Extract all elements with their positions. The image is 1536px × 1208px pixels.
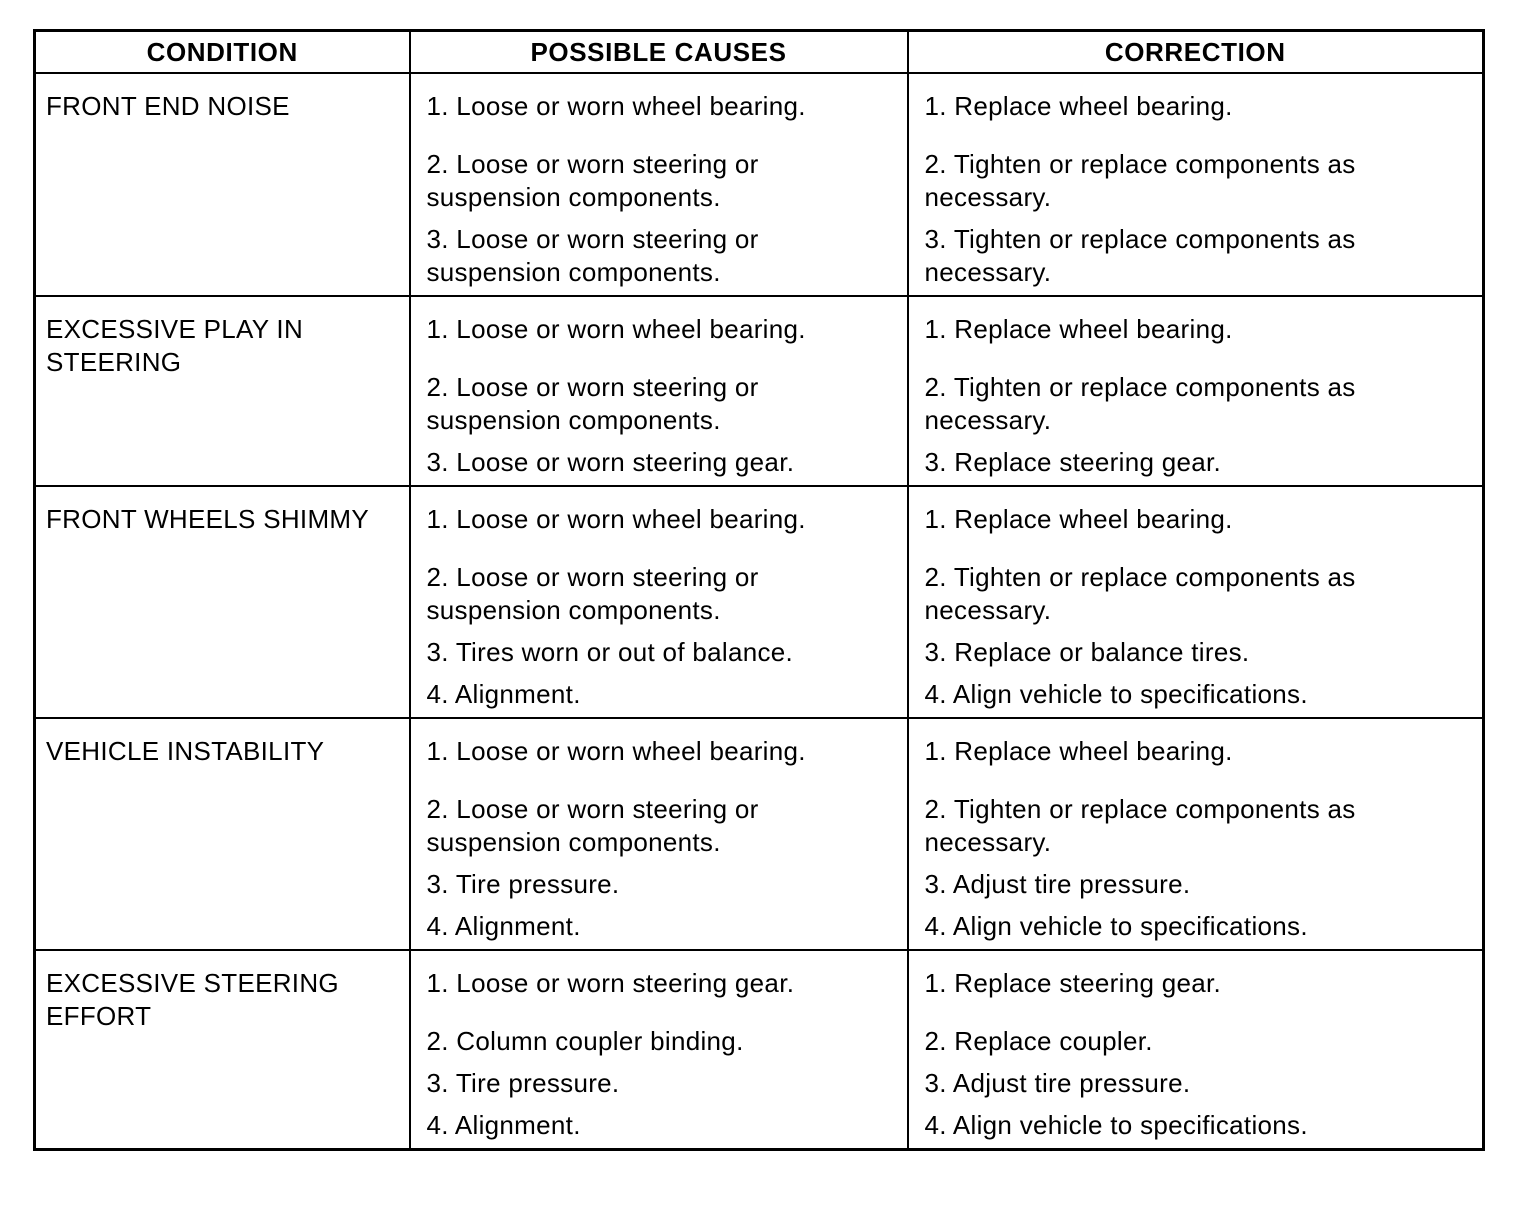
correction-item: 3. Replace or balance tires. — [924, 637, 1250, 667]
diagnosis-table — [33, 29, 1485, 1151]
causes-cell — [410, 73, 908, 296]
table-row — [35, 296, 1484, 486]
cause-item: 3. Loose or worn steering or suspension components. — [426, 224, 759, 287]
cause-item: 2. Loose or worn steering or suspension components. — [426, 149, 759, 212]
correction-item: 3. Replace steering gear. — [924, 447, 1222, 477]
correction-item: 2. Replace coupler. — [924, 1026, 1153, 1056]
correction-cell — [908, 718, 1484, 950]
table-row — [35, 73, 1484, 296]
correction-item: 4. Align vehicle to specifications. — [924, 1110, 1308, 1140]
table-row — [35, 486, 1484, 718]
cause-item: 2. Loose or worn steering or suspension components. — [426, 372, 759, 435]
cause-item: 1. Loose or worn wheel bearing. — [426, 91, 806, 121]
correction-item: 2. Tighten or replace components as necessary. — [924, 562, 1356, 625]
causes-cell — [410, 486, 908, 718]
cause-item: 3. Tires worn or out of balance. — [426, 637, 794, 667]
correction-item: 2. Tighten or replace components as necessary. — [924, 149, 1356, 212]
cause-item: 2. Loose or worn steering or suspension components. — [426, 794, 759, 857]
cause-item: 1. Loose or worn wheel bearing. — [426, 314, 806, 344]
correction-item: 1. Replace wheel bearing. — [924, 314, 1233, 344]
causes-cell — [410, 718, 908, 950]
header-correction: CORRECTION — [908, 31, 1484, 74]
cause-item: 3. Tire pressure. — [426, 1068, 620, 1098]
condition-cell: VEHICLE INSTABILITY — [35, 718, 410, 950]
correction-item: 3. Tighten or replace components as necessary. — [924, 224, 1356, 287]
condition-cell: EXCESSIVE STEERING EFFORT — [35, 950, 410, 1150]
correction-item: 4. Align vehicle to specifications. — [924, 911, 1308, 941]
correction-item: 3. Adjust tire pressure. — [924, 869, 1191, 899]
correction-item: 2. Tighten or replace components as necessary. — [924, 372, 1356, 435]
header-possible-causes: POSSIBLE CAUSES — [410, 31, 908, 74]
cause-item: 2. Column coupler binding. — [426, 1026, 744, 1056]
table-row — [35, 950, 1484, 1150]
causes-cell — [410, 950, 908, 1150]
correction-item: 1. Replace wheel bearing. — [924, 91, 1233, 121]
table-row — [35, 718, 1484, 950]
cause-item: 2. Loose or worn steering or suspension components. — [426, 562, 759, 625]
correction-cell — [908, 486, 1484, 718]
correction-cell — [908, 73, 1484, 296]
correction-item: 1. Replace steering gear. — [924, 968, 1222, 998]
table-body — [35, 73, 1484, 1150]
correction-item: 1. Replace wheel bearing. — [924, 736, 1233, 766]
correction-item: 3. Adjust tire pressure. — [924, 1068, 1191, 1098]
causes-cell — [410, 296, 908, 486]
correction-item: 1. Replace wheel bearing. — [924, 504, 1233, 534]
correction-item: 4. Align vehicle to specifications. — [924, 679, 1308, 709]
cause-item: 1. Loose or worn wheel bearing. — [426, 504, 806, 534]
condition-cell: FRONT END NOISE — [35, 73, 410, 296]
correction-cell — [908, 950, 1484, 1150]
cause-item: 3. Tire pressure. — [426, 869, 620, 899]
cause-item: 4. Alignment. — [426, 1110, 581, 1140]
condition-cell: EXCESSIVE PLAY IN STEERING — [35, 296, 410, 486]
cause-item: 3. Loose or worn steering gear. — [426, 447, 795, 477]
correction-cell — [908, 296, 1484, 486]
condition-cell: FRONT WHEELS SHIMMY — [35, 486, 410, 718]
header-row — [35, 31, 1484, 74]
cause-item: 1. Loose or worn steering gear. — [426, 968, 795, 998]
cause-item: 1. Loose or worn wheel bearing. — [426, 736, 806, 766]
table-header — [35, 31, 1484, 74]
cause-item: 4. Alignment. — [426, 911, 581, 941]
header-condition: CONDITION — [35, 31, 410, 74]
cause-item: 4. Alignment. — [426, 679, 581, 709]
correction-item: 2. Tighten or replace components as necessary. — [924, 794, 1356, 857]
